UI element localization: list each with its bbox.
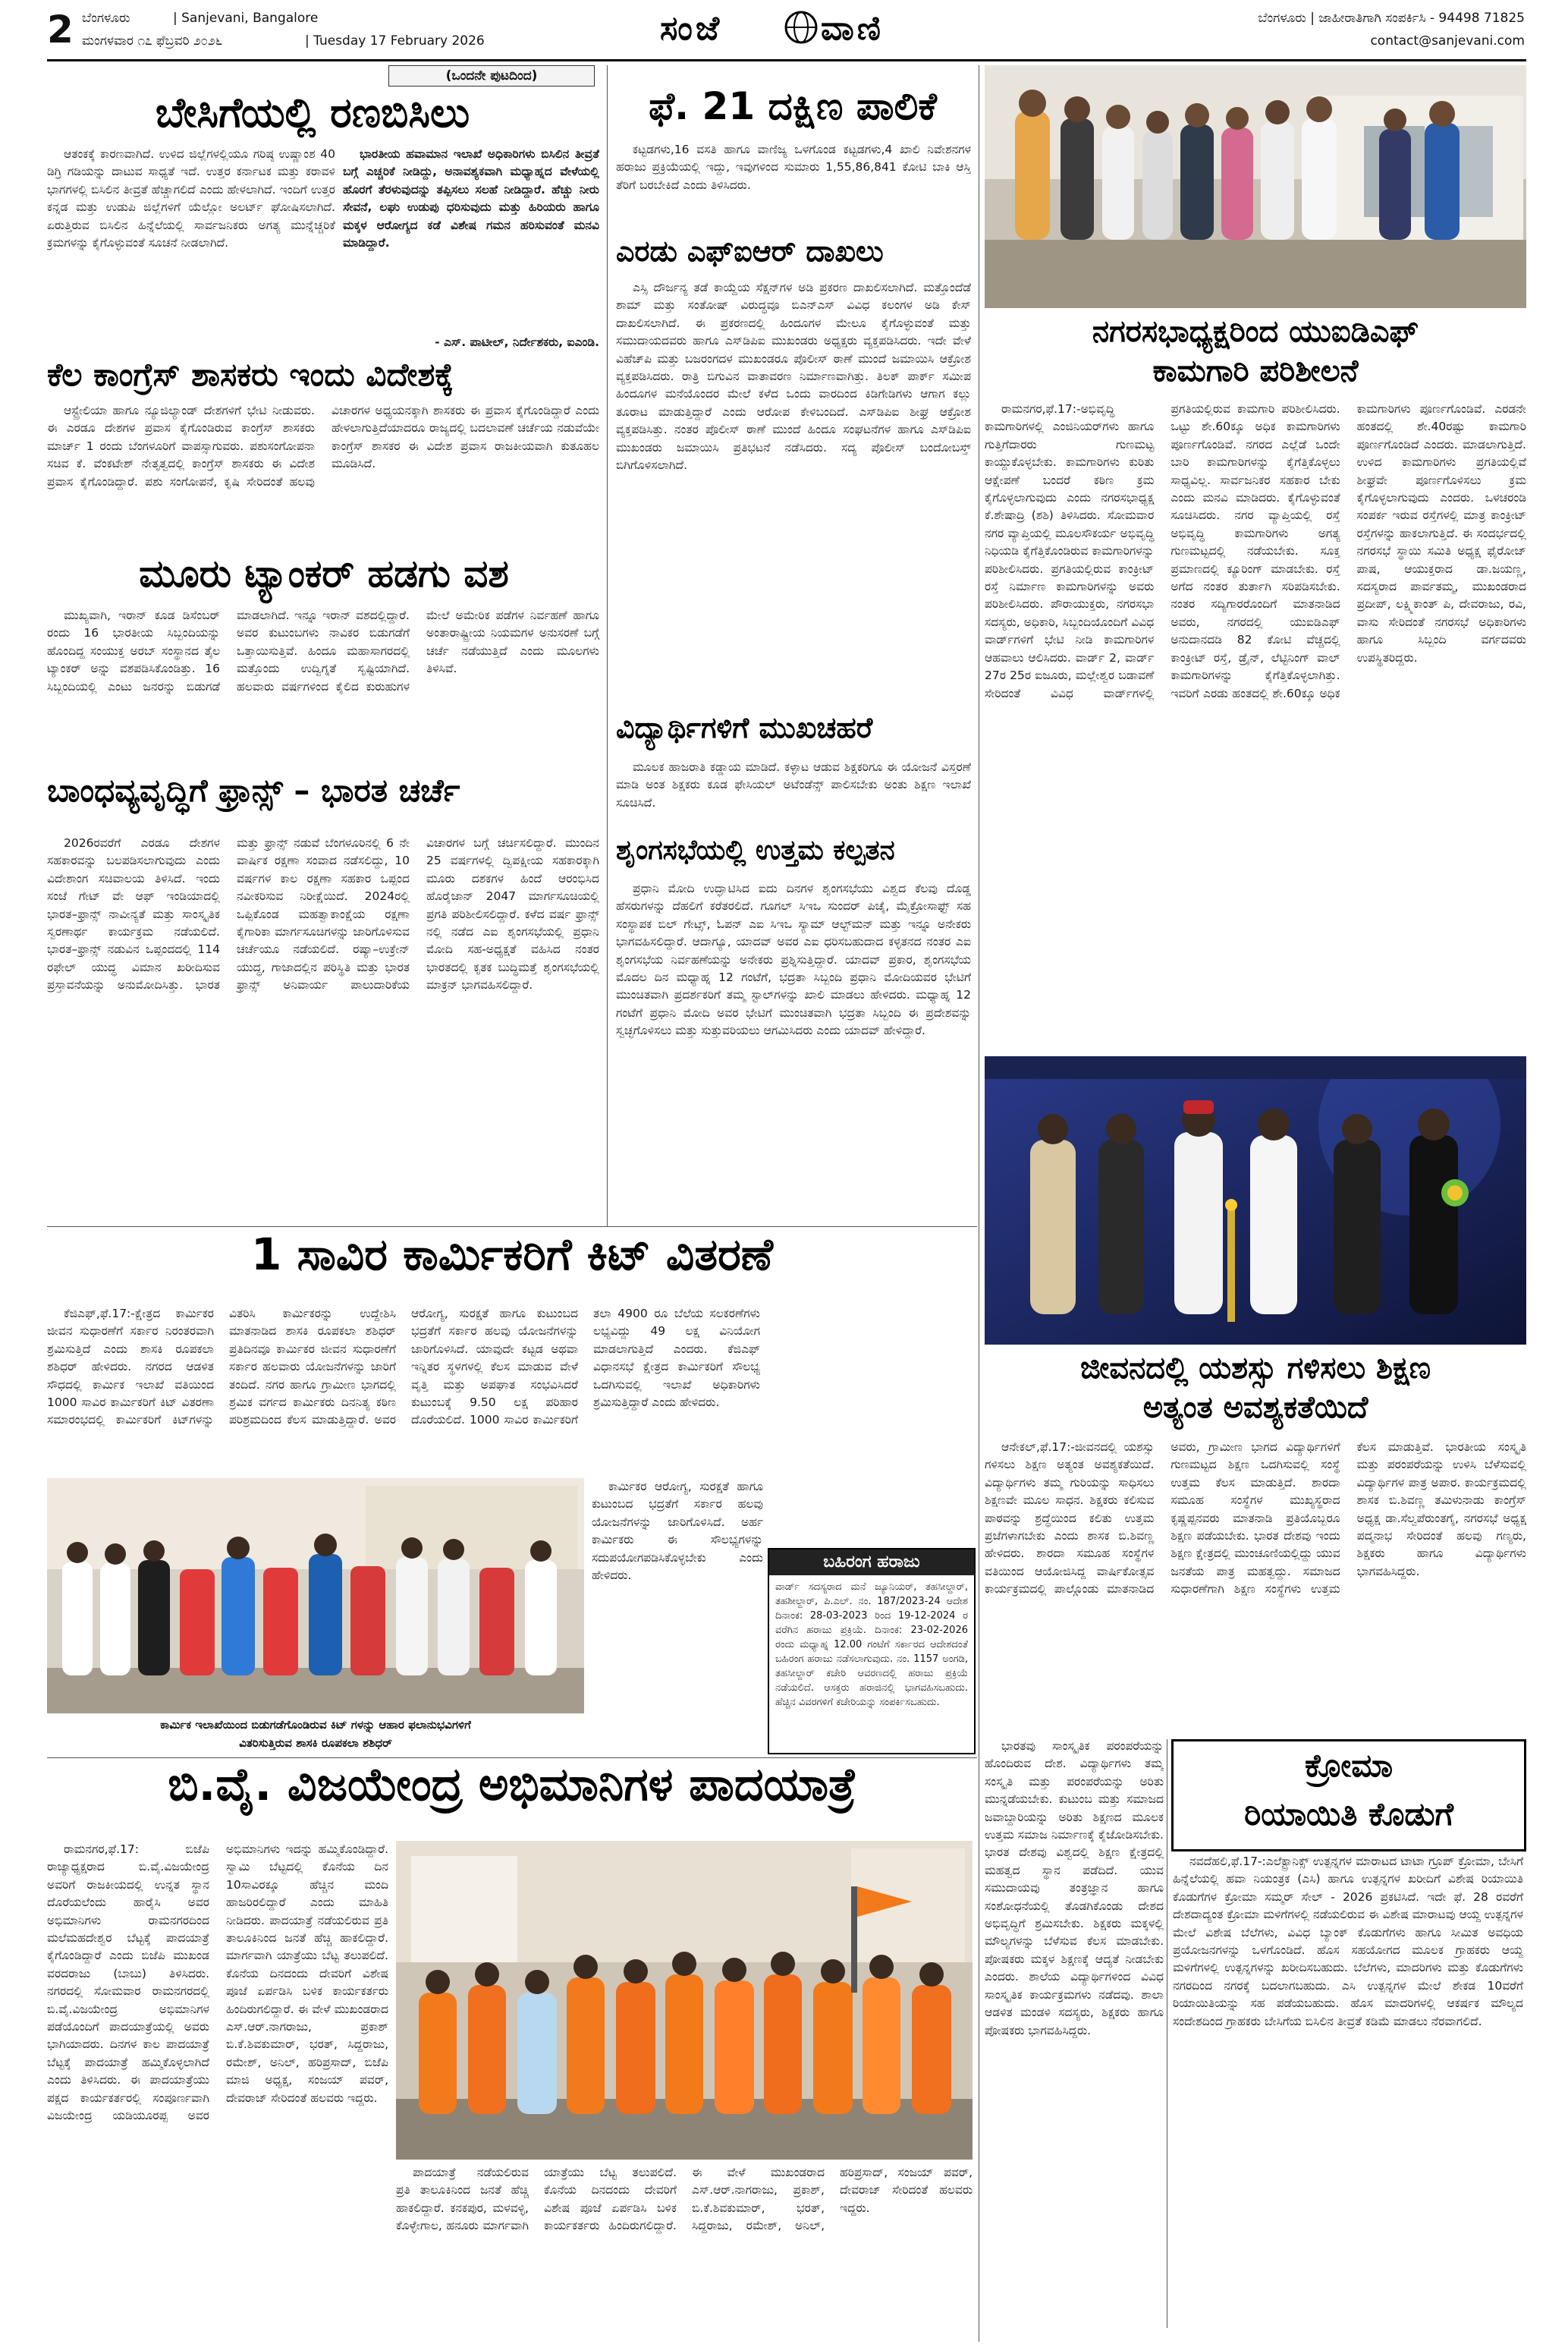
svg-text:ವಾಣಿ: ವಾಣಿ	[821, 9, 884, 48]
column-divider-1	[607, 65, 608, 1226]
france-body-text: 2026ರವರೆಗೆ ಎರಡೂ ದೇಶಗಳ ಸಹಕಾರವನ್ನು ಬಲಪಡಿಸಲಾಗುವುದು ಎಂದು ವಿದೇಶಾಂಗ ಸಚಿವಾಲಯ ತಿಳಿಸಿದೆ. ಇಂದು ಸಂಜೆ ಗೇಟ್ ವೇ ಆಫ್ ಇಂಡಿಯಾದಲ್ಲಿ ಭಾರತ–ಫ್ರಾನ್ಸ್ ನಾವೀನ್ಯತೆ ಮತ್ತು ಸಾಂಸ್ಕೃತಿಕ ಸ್ವರಣಾರ್ಥ ಕಾರ್ಯಕ್ರಮ ನಡೆಯಲಿದೆ. ಭಾರತ–ಫ್ರಾನ್ಸ್ ನಡುವಿನ ಒಪ್ಪಂದದಲ್ಲಿ 114 ರಫೇಲ್ ಯುದ್ಧ ವಿಮಾನ ಖರೀದಿಸುವ ಪ್ರಸ್ತಾವನೆಯನ್ನು ಅನುಮೋದಿಸಿತ್ತು. ಭಾರತ ಮತ್ತು ಫ್ರಾನ್ಸ್ ನಡುವೆ ಬೆಂಗಳೂರಿನಲ್ಲಿ 6 ನೇ ವಾರ್ಷಿಕ ರಕ್ಷಣಾ ಸಂವಾದ ನಡೆಸಲಿದ್ದು, 10 ವರ್ಷಗಳ ಕಾಲ ರಕ್ಷಣಾ ಸಹಕಾರ ಒಪ್ಪಂದ ನವೀಕರಿಸುವ ನಿರೀಕ್ಷೆಯಿದೆ. 2024ರಲ್ಲಿ ಒಪ್ಪಿಕೊಂಡ ಮಹತ್ವಾಕಾಂಕ್ಷೆಯ ರಕ್ಷಣಾ ಕೈಗಾರಿಕಾ ಮಾರ್ಗಸೂಚಿಗಳನ್ನು ಜಾರಿಗೊಳಿಸುವ ಚರ್ಚೆಯೂ ನಡೆಯಲಿದೆ. ರಷ್ಯಾ–ಉಕ್ರೇನ್ ಯುದ್ಧ, ಗಾಜಾದಲ್ಲಿನ ಪರಿಸ್ಥಿತಿ ಮತ್ತು ಭಾರತ ಫ್ರಾನ್ಸ್ ಅನಿವಾರ್ಯ ಪಾಲುದಾರಿಕೆಯ ವಿಚಾರಗಳ ಬಗ್ಗೆ ಚರ್ಚಿಸಲಿದ್ದಾರೆ. ಮುಂದಿನ 25 ವರ್ಷಗಳಲ್ಲಿ ದ್ವಿಪಕ್ಷೀಯ ಸಹಕಾರಕ್ಕಾಗಿ ಮೂರು ದಶಕಗಳ ಹಿಂದೆ ಆರಂಭಿಸಿದ ಹೊರೈಜಾನ್ 2047 ಮಾರ್ಗಸೂಚಿಯಲ್ಲಿ ಪ್ರಗತಿ ಪರಿಶೀಲಿಸಲಿದ್ದಾರೆ. ಕಳೆದ ವರ್ಷ ಫ್ರಾನ್ಸ್ ನಲ್ಲಿ ನಡೆದ ಎಐ ಶೃಂಗಸಭೆಯಲ್ಲಿ ಪ್ರಧಾನಿ ಮೋದಿ ಸಹ-ಅಧ್ಯಕ್ಷತೆ ವಹಿಸಿದ ನಂತರ ಭಾರತದಲ್ಲಿ ಕೃತಕ ಬುದ್ಧಿಮತ್ತೆ ಶೃಂಗಸಭೆಯಲ್ಲಿ ಮಾಕ್ರನ್ ಭಾಗವಹಿಸಲಿದ್ದಾರೆ.	[47, 836, 599, 993]
education-headline-line1: ಜೀವನದಲ್ಲಿ ಯಶಸ್ಸು ಗಳಿಸಲು ಶಿಕ್ಷಣ	[1079, 1351, 1431, 1386]
udf-headline-line2: ಕಾಮಗಾರಿ ಪರಿಶೀಲನೆ	[1152, 354, 1359, 389]
udf-headline-line1: ನಗರಸಭಾಧ್ಯಕ್ಷರಿಂದ ಯುಐಡಿಎಫ್	[1092, 314, 1419, 349]
udf-body	[985, 401, 1526, 1052]
feb21-body	[616, 141, 971, 231]
padayatra-body-bottom	[396, 2164, 973, 2327]
france-body	[47, 835, 599, 1229]
kit-body-top	[47, 1305, 760, 1471]
education-event-photo	[985, 1056, 1526, 1345]
padayatra-photo	[396, 1841, 973, 2160]
heat-col2-text: ಭಾರತೀಯ ಹವಾಮಾನ ಇಲಾಖೆ ಅಧಿಕಾರಿಗಳು ಬಿಸಿಲಿನ ತೀವ್ರತೆ ಬಗ್ಗೆ ಎಚ್ಚರಿಕೆ ನೀಡಿದ್ದು, ಅನಾವಶ್ಯಕವಾಗಿ ಮಧ್ಯಾಹ್ನದ ವೇಳೆಯಲ್ಲಿ ಹೊರಗೆ ತೆರಳುವುದನ್ನು ತಪ್ಪಿಸಲು ಸಲಹೆ ನೀಡಿದ್ದಾರೆ. ಹೆಚ್ಚು ನೀರು ಸೇವನೆ, ಲಘು ಉಡುಪು ಧರಿಸುವುದು ಮತ್ತು ಹಿರಿಯರು ಹಾಗೂ ಮಕ್ಕಳ ಆರೋಗ್ಯದ ಕಡೆ ವಿಶೇಷ ಗಮನ ಹರಿಸುವಂತೆ ಮನವಿ ಮಾಡಿದ್ದಾರೆ.	[343, 147, 599, 250]
feb21-headline: ಫೆ. 21 ದಕ್ಷಿಣ ಪಾಲಿಕೆ	[649, 84, 937, 128]
education-body-cont	[985, 1738, 1164, 2327]
header-city: ಬೆಂಗಳೂರು	[82, 11, 130, 26]
notice-title: ಬಹಿರಂಗ ಹರಾಜು	[769, 1549, 974, 1575]
header-paper-name: | Sanjevani, Bangalore	[173, 11, 319, 26]
fir-headline: ಎರಡು ಎಫ್‌ಐಆರ್ ದಾಖಲು	[616, 234, 884, 268]
header-date-en: | Tuesday 17 February 2026	[305, 33, 485, 49]
kit-distribution-photo	[47, 1478, 584, 1713]
tanker-headline: ಮೂರು ಟ್ಯಾಂಕರ್ ಹಡಗು ವಶ	[139, 552, 509, 596]
summit-headline: ಶೃಂಗಸಭೆಯಲ್ಲಿ ಉತ್ತಮ ಕಲ್ಪತನ	[616, 835, 895, 866]
feb21-body-text: ಕಟ್ಟಡಗಳು,16 ವಸತಿ ಹಾಗೂ ವಾಣಿಜ್ಯ ಒಳಗೊಂಡ ಕಟ್ಟಡಗಳು,4 ಖಾಲಿ ನಿವೇಶನಗಳ ಹರಾಜು ಪ್ರಕ್ರಿಯೆಯಲ್ಲಿ ಇದ್ದು, ಇವುಗಳಿಂದ ಸುಮಾರು 1,55,86,841 ಕೋಟಿ ಬಾಕಿ ಆಸ್ತಿ ತೆರಿಗೆ ಬರಬೇಕಿದೆ ಎಂದು ತಿಳಿಸಿದರು.	[616, 143, 971, 192]
heat-headline: ಬೇಸಿಗೆಯಲ್ಲಿ ರಣಬಿಸಿಲು	[155, 89, 470, 137]
chroma-body-text: ನವದೆಹಲಿ,ಫೆ.17-:ಎಲೆಕ್ಟ್ರಾನಿಕ್ಸ್ ಉತ್ಪನ್ನಗಳ ಮಾರಾಟದ ಟಾಟಾ ಗ್ರೂಪ್ ಕ್ರೋಮಾ, ಬೇಸಿಗೆ ಹಿನ್ನೆಲೆಯಲ್ಲಿ ಹವಾ ನಿಯಂತ್ರಕ (ಎಸಿ) ಹಾಗೂ ಉತ್ಪನ್ನಗಳ ಖರೀದಿಗೆ ವಿಶೇಷ ರಿಯಾಯಿತಿ ಕೊಡುಗೆಗಳ ಕ್ರೋಮಾ ಸಮ್ಮರ್ ಸೇಲ್ - 2026 ಪ್ರಕಟಿಸಿದೆ. ಇದೇ ಫೆ. 28 ರವರೆಗೆ ದೇಶದಾದ್ಯಂತ ಕ್ರೋಮಾ ಮಳಿಗೆಗಳಲ್ಲಿ ನಡೆಯಲಿರುವ ಈ ವಿಶೇಷ ಮಾರಾಟವು ಆಯ್ದ ಉತ್ಪನ್ನಗಳ ಮೇಲೆ ವಿಶೇಷ ಬೆಲೆಗಳು, ವಿವಿಧ ಬ್ಯಾಂಕ್ ಕೊಡುಗೆಗಳು ಹಾಗೂ ಸೀಮಿತ ಅವಧಿಯ ಪ್ರಯೋಜನಗಳನ್ನು ಒಳಗೊಂಡಿದೆ. ಹೊಸ ಸಹಯೋಗದ ಮೂಲಕ ಗ್ರಾಹಕರು ಆಯ್ದ ಮಳಿಗೆಗಳಲ್ಲಿ ಉತ್ಪನ್ನಗಳನ್ನು ಖರೀದಿಸಬಹುದು. ಬೆಲೆಗಳು, ಮಾದರಿಗಳು ಮತ್ತು ಕೊಡುಗೆಗಳು ನಗರದಿಂದ ನಗರಕ್ಕೆ ಬದಲಾಗಬಹುದು. ಎಸಿ ಉತ್ಪನ್ನಗಳ ಮೇಲೆ ಶೇಕಡ 10ವರೆಗೆ ರಿಯಾಯಿತಿಯನ್ನು ಸಹ ಪಡೆಯಬಹುದು. ಹೊಸ ಮಾದರಿಗಳಲ್ಲಿ ಆಕರ್ಷಕ ಮೌಲ್ಯದ ಸಂದೇಶದಿಂದ ಗ್ರಾಹಕರು ಬೇಸಿಗೆಯ ಬಿಸಿಲಿನ ತೀವ್ರತೆ ಕಡಿಮೆ ಮಾಡಲು ನೆರವಾಗಲಿದೆ.	[1173, 1855, 1523, 2028]
congress-headline: ಕೆಲ ಕಾಂಗ್ರೆಸ್ ಶಾಸಕರು ಇಂದು ವಿದೇಶಕ್ಕೆ	[47, 356, 454, 393]
france-headline: ಬಾಂಧವ್ಯವೃದ್ಧಿಗೆ ಫ್ರಾನ್ಸ್ – ಭಾರತ ಚರ್ಚೆ	[47, 772, 460, 809]
summit-body-text: ಪ್ರಧಾನಿ ಮೋದಿ ಉದ್ಘಾಟಿಸಿದ ಐದು ದಿನಗಳ ಶೃಂಗಸಭೆಯು ವಿಶ್ವದ ಕೆಲವು ದೊಡ್ಡ ಹೆಸರುಗಳನ್ನು ದೆಹಲಿಗೆ ಕರೆತರಲಿದೆ. ಗೂಗಲ್ ಸಿಇಒ ಸುಂದರ್ ಪಿಚೈ, ಮೈಕ್ರೋಸಾಫ್ಟ್ ಸಹ ಸಂಸ್ಥಾಪಕ ಬಿಲ್ ಗೇಟ್ಸ್, ಓಪನ್ ಎಐ ಸಿಇಒ ಸ್ಯಾಮ್ ಆಲ್ಟ್‌ಮನ್ ಮತ್ತು ಇನ್ನೂ ಅನೇಕರು ಭಾಗವಹಿಸಲಿದ್ದಾರೆ. ಆದಾಗ್ಯೂ, ಯಾದವ್ ಅವರ ಎಐ ಧರಿಸಬಹುದಾದ ಕಳ್ಳತನದ ನಂತರ ಎಐ ಶೃಂಗಸಭೆಯ ನಿರ್ವಹಣೆಯನ್ನು ಅನೇಕರು ಪ್ರಶ್ನಿಸುತ್ತಿದ್ದಾರೆ. ಯಾದವ್ ಪ್ರಕಾರ, ಶೃಂಗಸಭೆಯ ಮೊದಲ ದಿನ ಮಧ್ಯಾಹ್ನ 12 ಗಂಟೆಗೆ, ಭದ್ರತಾ ಸಿಬ್ಬಂದಿ ಪ್ರಧಾನಿ ಮೋದಿಯವರ ಭೇಟಿಗೆ ಮುಂಚಿತವಾಗಿ ಪ್ರದರ್ಶಕರಿಗೆ ತಮ್ಮ ಸ್ಟಾಲ್‌ಗಳನ್ನು ಖಾಲಿ ಮಾಡಲು ಹೇಳಿದರು. ಮಧ್ಯಾಹ್ನ 12 ಗಂಟೆಗೆ ಪ್ರಧಾನಿ ಮೋದಿ ಅವರ ಭೇಟಿಗೆ ಮುಂಚಿತವಾಗಿ ಭದ್ರತಾ ಸಿಬ್ಬಂದಿ ಈ ಪ್ರದೇಶವನ್ನು ಸ್ವಚ್ಛಗೊಳಿಸಲು ಮತ್ತು ಸುತ್ತುವರಿಯಲು ಆಗಮಿಸಿದರು ಎಂದು ಯಾದವ್ ಹೇಳಿದ್ದಾರೆ.	[616, 882, 971, 1038]
students-body-text: ಮೂಲಕ ಹಾಜರಾತಿ ಕಡ್ಡಾಯ ಮಾಡಿದೆ. ಕಳ್ಳಾಟ ಆಡುವ ಶಿಕ್ಷಕರಿಗೂ ಈ ಯೋಜನೆ ವಿಸ್ತರಣೆ ಮಾಡಿ ಅಂತ ಶಿಕ್ಷಕರು ಕೂಡ ಫೇಸಿಯಲ್ ಅಟೆಂಡೆನ್ಸ್ ಪಾಲಿಸಬೇಕು ಅಂತು ಶಿಕ್ಷಣ ಇಲಾಖೆ ಸೂಚಿಸಿದೆ.	[616, 760, 971, 810]
masthead-svg	[652, 5, 941, 50]
congress-body-text: ಆಸ್ಟ್ರೇಲಿಯಾ ಹಾಗೂ ನ್ಯೂಜಿಲ್ಯಾಂಡ್ ದೇಶಗಳಿಗೆ ಭೇಟಿ ನೀಡುವರು. ಈ ಎರಡೂ ದೇಶಗಳ ಪ್ರವಾಸ ಕೈಗೊಂಡಿರುವ ಕಾಂಗ್ರೆಸ್ ಶಾಸಕರು ಮಾರ್ಚ್ 1 ರಂದು ಬೆಂಗಳೂರಿಗೆ ವಾಪಸ್ಸಾಗುವರು. ಪಶುಸಂಗೋಪನಾ ಸಚಿವ ಕೆ. ವೆಂಕಟೇಶ್ ನೇತೃತ್ವದಲ್ಲಿ ಕಾಂಗ್ರೆಸ್ ಶಾಸಕರು ಈ ವಿದೇಶ ಪ್ರವಾಸ ಕೈಗೊಂಡಿದ್ದಾರೆ. ಪಶು ಸಂಗೋಪನೆ, ಕೃಷಿ ಸೇರಿದಂತೆ ಹಲವು ವಿಚಾರಗಳ ಅಧ್ಯಯನಕ್ಕಾಗಿ ಶಾಸಕರು ಈ ಪ್ರವಾಸ ಕೈಗೊಂಡಿದ್ದಾರೆ ಎಂದು ಹೇಳಲಾಗುತ್ತಿದೆಯಾದರೂ ರಾಜ್ಯದಲ್ಲಿ ಬದಲಾವಣೆ ಚರ್ಚೆಯ ನಡುವೆಯೇ ಕಾಂಗ್ರೆಸ್ ಶಾಸಕರ ಈ ವಿದೇಶ ಪ್ರವಾಸ ರಾಜಕೀಯವಾಗಿ ಕುತೂಹಲ ಮೂಡಿಸಿದೆ.	[47, 404, 599, 489]
heat-col1-text: ಆತಂಕಕ್ಕೆ ಕಾರಣವಾಗಿದೆ. ಉಳಿದ ಜಿಲ್ಲೆಗಳಲ್ಲಿಯೂ ಗರಿಷ್ಠ ಉಷ್ಣಾಂಶ 40 ಡಿಗ್ರಿ ಗಡಿಯನ್ನು ದಾಟುವ ಸಾಧ್ಯತೆ ಇದೆ. ಉತ್ತರ ಕರ್ನಾಟಕ ಮತ್ತು ಕರಾವಳಿ ಭಾಗಗಳಲ್ಲಿ ಬಿಸಿಲಿನ ತೀವ್ರತೆ ಹೆಚ್ಚಾಗಲಿದೆ ಎಂದು ಹೇಳಲಾಗಿದೆ. ಇಂದಿಗೆ ಉತ್ತರ ಕನ್ನಡ ಮತ್ತು ಉಡುಪಿ ಜಿಲ್ಲೆಗಳಿಗೆ ಯೆಲ್ಲೋ ಅಲರ್ಟ್ ಘೋಷಿಸಲಾಗಿದೆ. ಏರುತ್ತಿರುವ ಬಿಸಿಲಿನ ಹಿನ್ನೆಲೆಯಲ್ಲಿ ಸಾರ್ವಜನಿಕರು ಅಗತ್ಯ ಮುನ್ನೆಚ್ಚರಿಕೆ ಕ್ರಮಗಳನ್ನು ಕೈಗೊಳ್ಳುವಂತೆ ಸೂಚನೆ ನೀಡಲಾಗಿದೆ.	[47, 147, 335, 250]
kit-photo-caption-2: ವಿತರಿಸುತ್ತಿರುವ ಶಾಸಕಿ ರೂಪಕಲಾ ಶಶಿಧರ್	[239, 1736, 392, 1750]
svg-text:ಸಂಜೆ: ಸಂಜೆ	[660, 9, 723, 48]
notice-body: ವಾರ್ಡ್ ಸದಸ್ಯರಾದ ಮನೆ ಜ್ಯೂನಿಯರ್, ತಹಸೀಲ್ದಾರ್, ತಹಶೀಲ್ದಾರ್, ಪಿ.ಎಲ್. ನಂ. 187/2023-24 ಆದೇಶ ದಿನಾಂಕ: 28-03-2023 ರಿಂದ 19-12-2024 ರ ವರೆಗಿನ ಹರಾಜು ಪ್ರಕ್ರಿಯೆ. ದಿನಾಂಕ: 23-02-2026 ರಂದು ಮಧ್ಯಾಹ್ನ 12.00 ಗಂಟೆಗೆ ಸರ್ಕಾರದ ಆದೇಶದಂತೆ ಬಹಿರಂಗ ಹರಾಜು ನಡೆಸಲಾಗುವುದು. ನಂ. 1157 ಅಂಗಡಿ, ತಹಸೀಲ್ದಾರ್ ಕಚೇರಿ ಆವರಣದಲ್ಲಿ ಹರಾಜು ಪ್ರಕ್ರಿಯೆ ನಡೆಯಲಿದೆ. ಆಸಕ್ತರು ಹರಾಜಿನಲ್ಲಿ ಭಾಗವಹಿಸಬಹುದು. ಹೆಚ್ಚಿನ ವಿವರಗಳಿಗೆ ಕಚೇರಿಯನ್ನು ಸಂಪರ್ಕಿಸಬಹುದು.	[775, 1581, 968, 1708]
udf-body-text: ರಾಮನಗರ,ಫೆ.17:-ಅಭಿವೃದ್ಧಿ ಕಾಮಗಾರಿಗಳಲ್ಲಿ ಎಂಜಿನಿಯರ್‌ಗಳು ಹಾಗೂ ಗುತ್ತಿಗೆದಾರರು ಗುಣಮಟ್ಟ ಕಾಯ್ದುಕೊಳ್ಳಬೇಕು. ಕಾಮಗಾರಿಗಳು ಕುರಿತು ಆಕ್ಷೇಪಣೆ ಬಂದರೆ ಕಠಿಣ ಕ್ರಮ ಕೈಗೊಳ್ಳಲಾಗುವುದು ಎಂದು ನಗರಸಭಾಧ್ಯಕ್ಷ ಕೆ.ಶೇಷಾದ್ರಿ (ಶಶಿ) ತಿಳಿಸಿದರು. ಸೋಮವಾರ ನಗರ ವ್ಯಾಪ್ತಿಯಲ್ಲಿ ಮೂಲಸೌಕರ್ಯ ಅಭಿವೃದ್ಧಿ ನಿಧಿಯಡಿ ಕೈಗೆತ್ತಿಕೊಂಡಿರುವ ಕಾಮಗಾರಿಗಳನ್ನು ಪರಿಶೀಲಿಸಿದರು. ಪ್ರಗತಿಯಲ್ಲಿರುವ ಕಾಂಕ್ರೀಟ್ ರಸ್ತೆ ನಿರ್ಮಾಣ ಕಾಮಗಾರಿಗಳನ್ನು ಅವರು ಪರಿಶೀಲಿಸಿದರು. ಪೌರಾಯುಕ್ತರು, ನಗರಸಭಾ ಸದಸ್ಯರು, ಅಧಿಕಾರಿ, ಸಿಬ್ಬಂದಿಯೊಂದಿಗೆ ವಿವಿಧ ವಾರ್ಡ್‌ಗಳಿಗೆ ಭೇಟಿ ನೀಡಿ ಕಾಮಗಾರಿಗಳ ಆಹವಾಲು ಆಲಿಸಿದರು. ವಾರ್ಡ್ 2, ವಾರ್ಡ್ 27ರ 25ರ ಐಜೂರು, ಮಲ್ಲೇಶ್ವರ ಬಡಾವಣೆ ಸೇರಿದಂತೆ ವಿವಿಧ ವಾರ್ಡ್‌ಗಳಲ್ಲಿ ಪ್ರಗತಿಯಲ್ಲಿರುವ ಕಾಮಗಾರಿ ಪರಿಶೀಲಿಸಿದರು. ಒಟ್ಟು ಶೇ.60ಕ್ಕೂ ಅಧಿಕ ಕಾಮಗಾರಿಗಳು ಪೂರ್ಣಗೊಂಡಿವೆ. ನಗರದ ಎಲ್ಲೆಡೆ ಒಂದೇ ಬಾರಿ ಕಾಮಗಾರಿಗಳನ್ನು ಕೈಗೆತ್ತಿಕೊಳ್ಳಲು ಸಾಧ್ಯವಿಲ್ಲ. ಸಾರ್ವಜನಿಕರ ಸಹಕಾರ ಬೇಕು ಎಂದು ಮನವಿ ಮಾಡಿದರು. ಕೈಗೊಳ್ಳುವಂತೆ ಸೂಚಿಸಿದರು. ನಗರ ವ್ಯಾಪ್ತಿಯಲ್ಲಿ ರಸ್ತೆ ಅಭಿವೃದ್ಧಿ ಕಾಮಗಾರಿಗಳು ಅಗತ್ಯ ಗುಣಮಟ್ಟದಲ್ಲಿ ನಡೆಯಬೇಕು. ಸೂಕ್ತ ಪ್ರಮಾಣದಲ್ಲಿ ಕ್ಯೂರಿಂಗ್ ಮಾಡಬೇಕು. ರಸ್ತೆ ಅಗೆದ ನಂತರ ತುರ್ತಾಗಿ ಸರಿಪಡಿಸಬೇಕು. ನಂತರ ಸದ್ಯಿಗಾರರೊಂದಿಗೆ ಮಾತನಾಡಿದ ಅವರು, ನಗರದಲ್ಲಿ ಯುಐಡಿಎಫ್ ಅನುದಾನದಡಿ 82 ಕೋಟಿ ವೆಚ್ಚದಲ್ಲಿ ಕಾಂಕ್ರೀಟ್ ರಸ್ತೆ, ಡ್ರೈನ್, ಲೆಟ್ಟಿನಿಂಗ್ ವಾಲ್ ಕಾಮಗಾರಿಗಳನ್ನು ಕೈಗೆತ್ತಿಕೊಳ್ಳಲಾಗಿತ್ತು. ಇವರಿಗೆ ಎರಡು ಹಂತದಲ್ಲಿ ಶೇ.60ಕ್ಕೂ ಅಧಿಕ ಕಾಮಗಾರಿಗಳು ಪೂರ್ಣಗೊಂಡಿವೆ. ಎರಡನೇ ಹಂತದಲ್ಲಿ ಶೇ.40ರಷ್ಟು ಕಾಮಗಾರಿ ಪೂರ್ಣಗೊಂಡಿದೆ ಎಂದರು. ಮಾಡಲಾಗುತ್ತಿದೆ. ಉಳಿದ ಕಾಮಗಾರಿಗಳು ಪ್ರಗತಿಯಲ್ಲಿವೆ ಶೀಘ್ರವೇ ಪೂರ್ಣಗೊಳಿಸಲು ಕ್ರಮ ಕೈಗೊಳ್ಳಲಾಗುವುದು ಎಂದರು. ಒಳಚರಂಡಿ ಸಂಪರ್ಕ ಇರುವ ರಸ್ತೆಗಳಲ್ಲಿ ಮಾತ್ರ ಕಾಂಕ್ರೀಟ್ ರಸ್ತೆಗಳನ್ನು ಹಾಕಲಾಗುತ್ತಿದೆ. ಈ ಸಂದರ್ಭದಲ್ಲಿ ನಗರಸಭೆ ಸ್ಥಾಯಿ ಸಮಿತಿ ಅಧ್ಯಕ್ಷ ಫೈರೋಜ್ ಪಾಷ, ಆಯುಕ್ತರಾದ ಡಾ.ಜಯಣ್ಣ, ಸದಸ್ಯರಾದ ಪಾರ್ವತಮ್ಮ, ಮುಖಂಡರಾದ ಪ್ರದೀಪ್, ಲಕ್ಷ್ಮಿಕಾಂತ್ ಪಿ, ದೇವರಾಜು, ರವಿ, ವಾಸು ಸೇರಿದಂತೆ ನಗರಸಭೆ ಅಧಿಕಾರಿಗಳು ಹಾಗೂ ಸಿಬ್ಬಂದಿ ವರ್ಗದವರು ಉಪಸ್ಥಿತರಿದ್ದರು.	[985, 402, 1526, 700]
students-body	[616, 759, 971, 832]
padayatra-bottom-text: ಪಾದಯಾತ್ರೆ ನಡೆಯಲಿರುವ ಪ್ರತಿ ತಾಲೂಕಿನಿಂದ ಜನತೆ ಹೆಚ್ಚಿ ಹಾಕಲಿದ್ದಾರೆ. ಕನಕಪುರ, ಮಳವಳ್ಳಿ, ಕೊಳ್ಳೇಗಾಲ, ಹನೂರು ಮಾರ್ಗವಾಗಿ ಯಾತ್ರೆಯು ಬೆಟ್ಟ ತಲುಪಲಿದೆ. ಕೊನೆಯ ದಿನದಂದು ದೇವರಿಗೆ ವಿಶೇಷ ಪೂಜೆ ಏರ್ಪಡಿಸಿ ಬಳಿಕ ಕಾರ್ಯಕರ್ತರು ಹಿಂದಿರುಗಲಿದ್ದಾರೆ. ಈ ವೇಳೆ ಮುಖಂಡರಾದ ಎಸ್.ಆರ್.ನಾಗರಾಜು, ಪ್ರಕಾಶ್, ಬಿ.ಕೆ.ಶಿವಕುಮಾರ್, ಭರತ್, ಸಿದ್ದರಾಜು, ರಮೇಶ್, ಅನಿಲ್, ಹರಿಪ್ರಸಾದ್, ಸಂಜಯ್ ಪವರ್, ದೇವರಾಜ್ ಸೇರಿದಂತೆ ಹಲವರು ಇದ್ದರು.	[396, 2166, 973, 2233]
chroma-body	[1173, 1853, 1523, 2327]
summit-body	[616, 880, 971, 1223]
tanker-body	[47, 607, 599, 766]
header-email: contact@sanjevani.com	[1370, 33, 1525, 49]
chroma-headline-box	[1171, 1739, 1526, 1851]
date-en-text: Tuesday 17 February 2026	[313, 33, 485, 49]
fir-body	[616, 279, 971, 704]
padayatra-headline: ಬಿ.ವೈ. ವಿಜಯೇಂದ್ರ ಅಭಿಮಾನಿಗಳ ಪಾದಯಾತ್ರೆ	[168, 1758, 856, 1811]
kit-headline: 1 ಸಾವಿರ ಕಾರ್ಮಿಕರಿಗೆ ಕಿಟ್ ವಿತರಣೆ	[251, 1229, 773, 1280]
heat-signature: - ಎಸ್. ಪಾಟೀಲ್, ನಿರ್ದೇಶಕರು, ಐಎಂಡಿ.	[435, 335, 599, 349]
header-ad-contact: ಬೆಂಗಳೂರು | ಜಾಹೀರಾತಿಗಾಗಿ ಸಂಪರ್ಕಿಸಿ - 94498 71825	[1258, 11, 1525, 26]
public-auction-notice	[768, 1548, 976, 1754]
kit-photo-caption-1: ಕಾರ್ಮಿಕ ಇಲಾಖೆಯಿಂದ ಬಿಡುಗಡೆಗೊಂಡಿರುವ ಕಿಟ್ ಗಳನ್ನು ಆಹಾರ ಫಲಾನುಭವಿಗಳಿಗೆ	[160, 1718, 471, 1732]
paper-name-text: Sanjevani, Bangalore	[181, 11, 319, 26]
education-headline-line2: ಅತ್ಯಂತ ಅವಶ್ಯಕತೆಯಿದೆ	[1142, 1390, 1368, 1425]
section-divider-1	[47, 1226, 977, 1227]
kit-body-text: ಕೆಜಿಎಫ್,ಫೆ.17:-ಕ್ಷೇತ್ರದ ಕಾರ್ಮಿಕರ ಜೀವನ ಸುಧಾರಣೆಗೆ ಸರ್ಕಾರ ನಿರಂತರವಾಗಿ ಶ್ರಮಿಸುತ್ತಿದೆ ಎಂದು ಶಾಸಕಿ ರೂಪಕಲಾ ಶಶಿಧರ್ ಹೇಳಿದರು. ನಗರದ ಆಡಳಿತ ಸೌಧದಲ್ಲಿ ಕಾರ್ಮಿಕ ಇಲಾಖೆ ವತಿಯಿಂದ 1000 ಸಾವಿರ ಕಾರ್ಮಿಕರಿಗೆ ಕಿಟ್ ವಿತರಣಾ ಸಮಾರಂಭದಲ್ಲಿ ಕಾರ್ಮಿಕರಿಗೆ ಕಿಟ್‌ಗಳನ್ನು ವಿತರಿಸಿ ಕಾರ್ಮಿಕರನ್ನು ಉದ್ದೇಶಿಸಿ ಮಾತನಾಡಿದ ಶಾಸಕಿ ರೂಪಕಲಾ ಶಶಿಧರ್ ಪ್ರತಿದಿನವೂ ಕಾರ್ಮಿಕರ ಜೀವನ ಸುಧಾರಣೆಗೆ ಸರ್ಕಾರ ಹಲವಾರು ಯೋಜನೆಗಳನ್ನು ಜಾರಿಗೆ ತಂದಿದೆ. ನಗರ ಹಾಗೂ ಗ್ರಾಮೀಣ ಭಾಗದಲ್ಲಿ ಶ್ರಮಿಕ ವರ್ಗದ ಕಾರ್ಮಿಕರು ದಿನನಿತ್ಯ ಕಠಿಣ ಪರಿಶ್ರಮದಿಂದ ಕೆಲಸ ಮಾಡುತ್ತಿದ್ದಾರೆ. ಅವರ ಆರೋಗ್ಯ, ಸುರಕ್ಷತೆ ಹಾಗೂ ಕುಟುಂಬದ ಭದ್ರತೆಗೆ ಸರ್ಕಾರ ಹಲವು ಯೋಜನೆಗಳನ್ನು ಜಾರಿಗೊಳಿಸಿದೆ. ಯಾವುದೇ ಕಟ್ಟಡ ಅಥವಾ ಇನ್ನಿತರ ಸ್ಥಳಗಳಲ್ಲಿ ಕೆಲಸ ಮಾಡುವ ವೇಳೆ ವೃತ್ತಿ ಮತ್ತು ಅಪಘಾತ ಸಂಭವಿಸಿದರೆ ಕುಟುಂಬಕ್ಕೆ 9.50 ಲಕ್ಷ ಪರಿಹಾರ ದೊರೆಯಲಿದೆ. 1000 ಸಾವಿರ ಕಾರ್ಮಿಕರಿಗೆ ತಲಾ 4900 ರೂ ಬೆಲೆಯ ಸಲಕರಣೆಗಳು ಲಭ್ಯವಿದ್ದು 49 ಲಕ್ಷ ವಿನಿಯೋಗ ಮಾಡಲಾಗುತ್ತಿದೆ ಎಂದರು. ಕೆಜಿಎಫ್ ವಿಧಾನಸಭೆ ಕ್ಷೇತ್ರದ ಕಾರ್ಮಿಕರಿಗೆ ಸೌಲಭ್ಯ ಒದಗಿಸುವಲ್ಲಿ ಇಲಾಖೆ ಅಧಿಕಾರಿಗಳು ಶ್ರಮಿಸುತ್ತಿದ್ದಾರೆ ಎಂದು ಹೇಳಿದರು.	[47, 1307, 760, 1427]
padayatra-body-text: ರಾಮನಗರ,ಫೆ.17: ಬಿಜೆಪಿ ರಾಜ್ಯಾಧ್ಯಕ್ಷರಾದ ಬಿ.ವೈ.ವಿಜಯೇಂದ್ರ ಅವರಿಗೆ ರಾಜಕೀಯದಲ್ಲಿ ಉನ್ನತ ಸ್ಥಾನ ದೊರೆಯಲೆಂದು ಹಾರೈಸಿ ಅವರ ಅಭಿಮಾನಿಗಳು ರಾಮನಗರದಿಂದ ಮಲೆಮಹದೇಶ್ವರ ಬೆಟ್ಟಕ್ಕೆ ಪಾದಯಾತ್ರೆ ಕೈಗೊಂಡಿದ್ದಾರೆ ಎಂದು ಬಿಜೆಪಿ ಮುಖಂಡ ವರದರಾಜು (ಬಾಬು) ತಿಳಿಸಿದರು. ನಗರದಲ್ಲಿ ಸೋಮವಾರ ರಾಮನಗರದಲ್ಲಿ ಬಿ.ವೈ.ವಿಜಯೇಂದ್ರ ಅಭಿಮಾನಿಗಳ ಪಡೆಯೊಂದಿಗೆ ಪಾದಯಾತ್ರೆಯಲ್ಲಿ ಅವರು ಭಾಗಿಯಾದರು. ದಿನಗಳ ಕಾಲ ಪಾದಯಾತ್ರೆ ಬೆಟ್ಟಕ್ಕೆ ಪಾದಯಾತ್ರೆ ಹಮ್ಮಿಕೊಳ್ಳಲಾಗಿದೆ ಎಂದು ತಿಳಿಸಿದರು. ಈ ಪಾದಯಾತ್ರೆಯು ಪಕ್ಷದ ಕಾರ್ಯಕರ್ತರಲ್ಲಿ ಸಂಪೂರ್ಣವಾಗಿ ವಿಜಯೇಂದ್ರ ಯಡಿಯೂರಪ್ಪ ಅವರ ಅಭಿಮಾನಿಗಳು ಇದನ್ನು ಹಮ್ಮಿಕೊಂಡಿದ್ದಾರೆ. ಸ್ವಾಮಿ ಬೆಟ್ಟದಲ್ಲಿ ಕೊನೆಯ ದಿನ 10ಸಾವಿರಕ್ಕೂ ಹೆಚ್ಚಿನ ಮಂದಿ ಹಾಜರಿರಲಿದ್ದಾರೆ ಎಂದು ಮಾಹಿತಿ ನೀಡಿದರು. ಪಾದಯಾತ್ರೆ ನಡೆಯಲಿರುವ ಪ್ರತಿ ತಾಲೂಕಿನಿಂದ ಜನತೆ ಹೆಚ್ಚಿ ಹಾಕಲಿದ್ದಾರೆ. ಮಾರ್ಗವಾಗಿ ಯಾತ್ರೆಯು ಬೆಟ್ಟ ತಲುಪಲಿದೆ. ಕೊನೆಯ ದಿನದಂದು ದೇವರಿಗೆ ವಿಶೇಷ ಪೂಜೆ ಏರ್ಪಡಿಸಿ ಬಳಿಕ ಕಾರ್ಯಕರ್ತರು ಹಿಂದಿರುಗಲಿದ್ದಾರೆ. ಈ ವೇಳೆ ಮುಖಂಡರಾದ ಎಸ್.ಆರ್.ನಾಗರಾಜು, ಪ್ರಕಾಶ್ ಬಿ.ಕೆ.ಶಿವಕುಮಾರ್, ಭರತ್, ಸಿದ್ದರಾಜು, ರಮೇಶ್, ಅನಿಲ್, ಹರಿಪ್ರಸಾದ್, ಬಿಜೆಪಿ ಮಾಜಿ ಅಧ್ಯಕ್ಷ, ಸಂಜಯ್ ಪವರ್, ದೇವರಾಜ್ ಸೇರಿದಂತೆ ಹಲವರು ಇದ್ದರು.	[47, 1842, 388, 2123]
kit-side-text: ಕಾರ್ಮಿಕರ ಆರೋಗ್ಯ, ಸುರಕ್ಷತೆ ಹಾಗೂ ಕುಟುಂಬದ ಭದ್ರತೆಗೆ ಸರ್ಕಾರ ಹಲವು ಯೋಜನೆಗಳನ್ನು ಜಾರಿಗೊಳಿಸಿದೆ. ಅರ್ಹ ಕಾರ್ಮಿಕರು ಈ ಸೌಲಭ್ಯಗಳನ್ನು ಸದುಪಯೋಗಪಡಿಸಿಕೊಳ್ಳಬೇಕು ಎಂದು ಹೇಳಿದರು.	[592, 1480, 763, 1583]
chroma-headline-line2: ರಿಯಾಯಿತಿ ಕೊಡುಗೆ	[1244, 1795, 1453, 1833]
udf-inspection-photo	[985, 65, 1526, 308]
page-number: 2	[47, 8, 74, 52]
education-body	[985, 1439, 1526, 1733]
kit-body-side	[592, 1478, 763, 1706]
heat-col2	[343, 146, 599, 332]
header-rule	[47, 59, 1526, 61]
fir-body-text: ಎಸ್ಸಿ ದೌರ್ಜನ್ಯ ತಡೆ ಕಾಯ್ದೆಯ ಸೆಕ್ಷನ್‌ಗಳ ಅಡಿ ಪ್ರಕರಣ ದಾಖಲಿಸಲಾಗಿದೆ. ಮತ್ತೊಂದೆಡೆ ಶಾಮ್ ಮತ್ತು ಸಂತೋಷ್ ವಿರುದ್ಧವೂ ಬಿಎನ್‌ಎಸ್ ವಿವಿಧ ಕಲಂಗಳ ಅಡಿ ಕೇಸ್ ದಾಖಲಿಸಲಾಗಿದೆ. ಈ ಪ್ರಕರಣದಲ್ಲಿ ಹಿಂದೂಗಳ ಮೇಲೂ ಕೈಗೊಳ್ಳುವಂತೆ ಮತ್ತು ಸಮುದಾಯದವರು ಹಾಗೂ ಎಸ್‌ಡಿಪಿಐ ಮುಖಂಡರು ಅಧ್ಯಕ್ಷರು ವ್ಯಕ್ತಪಡಿಸಿದರು. ಇದೇ ವೇಳೆ ವಿಹೆಚ್‌ಪಿ ಮತ್ತು ಬಜರಂಗದಳ ಮುಖಂಡರೂ ಪೊಲೀಸ್ ಠಾಣೆ ಮುಂದೆ ಜಮಾಯಿಸಿ ಆಕ್ರೋಶ ವ್ಯಕ್ತಪಡಿಸಿದರು. ರಾತ್ರಿ ಬಿಗುವಿನ ವಾತಾವರಣ ನಿರ್ಮಾಣವಾಗಿತ್ತು. ತಿಲಕ್ ಪಾರ್ಕ್ ಸಮೀಪ ಹಿಂದೂಗಳ ಮನೆಯೊಂದರ ಮೇಲೆ ಕಳೆದ ಒಂದು ವಾರದಿಂದ ಕಿಡಿಗೇಡಿಗಳು ಆಗಾಗ ಕಲ್ಲು ತೂರಾಟ ಮಾಡುತ್ತಿದ್ದಾರೆ ಎಂದು ಆರೋಪ ಕೇಳಿಬಂದಿದೆ. ಎಸ್‌ಡಿಪಿಐ ಶೀಘ್ರ ಆಕ್ರೋಶ ವ್ಯಕ್ತಪಡಿಸಿತ್ತು. ನಂತರ ಪೊಲೀಸ್ ಠಾಣೆ ಮುಂದೆ ಹಿಂದೂ ಸಂಘಟನೆಗಳ ಹಾಗೂ ಎಸ್‌ಡಿಪಿಐ ಮುಖಂಡರು ಜಮಾಯಿಸಿ ಪ್ರತಿಭಟನೆ ನಡೆಸಿದರು. ಸದ್ಯ ಪೊಲೀಸ್ ಬಂದೋಬಸ್ತ್ ಬಿಗಿಗೊಳಿಸಲಾಗಿದೆ.	[616, 281, 971, 473]
padayatra-body-left	[47, 1841, 388, 2327]
education-cont-text: ಭಾರತವು ಸಾಂಸ್ಕೃತಿಕ ಪರಂಪರೆಯನ್ನು ಹೊಂದಿರುವ ದೇಶ. ವಿದ್ಯಾರ್ಥಿಗಳು ತಮ್ಮ ಸಂಸ್ಕೃತಿ ಮತ್ತು ಪರಂಪರೆಯನ್ನು ಅರಿತು ಮುನ್ನಡೆಯಬೇಕು. ಕುಟುಂಬ ಮತ್ತು ಸಮಾಜದ ಜವಾಬ್ದಾರಿಯನ್ನು ಅರಿತು ಶಿಕ್ಷಣದ ಮೂಲಕ ಉತ್ತಮ ಸಮಾಜ ನಿರ್ಮಾಣಕ್ಕೆ ಕೈಜೋಡಿಸಬೇಕು. ಭಾರತ ದೇಶವು ವಿಶ್ವದಲ್ಲಿ ಶಿಕ್ಷಣ ಕ್ಷೇತ್ರದಲ್ಲಿ ಮಹತ್ವದ ಸ್ಥಾನ ಪಡೆದಿದೆ. ಯುವ ಸಮುದಾಯವು ತಂತ್ರಜ್ಞಾನ ಹಾಗೂ ಸಂಶೋಧನೆಯಲ್ಲಿ ತೊಡಗಿಕೊಂಡು ದೇಶದ ಅಭಿವೃದ್ಧಿಗೆ ಶ್ರಮಿಸಬೇಕು. ಶಿಕ್ಷಕರು ಮಕ್ಕಳಲ್ಲಿ ಮೌಲ್ಯಗಳನ್ನು ಬೆಳೆಸುವ ಕೆಲಸ ಮಾಡಬೇಕು. ಪೋಷಕರು ಮಕ್ಕಳ ಶಿಕ್ಷಣಕ್ಕೆ ಆದ್ಯತೆ ನೀಡಬೇಕು ಎಂದರು. ಶಾಲೆಯ ವಿದ್ಯಾರ್ಥಿಗಳಿಂದ ವಿವಿಧ ಸಾಂಸ್ಕೃತಿಕ ಕಾರ್ಯಕ್ರಮಗಳು ನಡೆದವು. ಶಾಲಾ ಆಡಳಿತ ಮಂಡಳಿ ಸದಸ್ಯರು, ಶಿಕ್ಷಕರು ಹಾಗೂ ಪೋಷಕರು ಭಾಗವಹಿಸಿದ್ದರು.	[985, 1739, 1164, 2037]
students-headline: ವಿದ್ಯಾರ್ಥಿಗಳಿಗೆ ಮುಖಚಹರೆ	[616, 711, 873, 744]
congress-body	[47, 402, 599, 546]
header-date-kn: ಮಂಗಳವಾರ ೧೭ ಫೆಬ್ರವರಿ ೨೦೨೬	[82, 33, 223, 49]
heat-col1	[47, 146, 335, 357]
education-body-text: ಆನೇಕಲ್,ಫೆ.17:-ಜೀವನದಲ್ಲಿ ಯಶಸ್ಸು ಗಳಿಸಲು ಶಿಕ್ಷಣ ಅತ್ಯಂತ ಅವಶ್ಯಕತೆಯಿದೆ. ವಿದ್ಯಾರ್ಥಿಗಳು ತಮ್ಮ ಗುರಿಯನ್ನು ಸಾಧಿಸಲು ಶಿಕ್ಷಣವೇ ಮೂಲ ಸಾಧನ. ಶಿಕ್ಷಕರು ಕಲಿಸುವ ಪಾಠವನ್ನು ಶ್ರದ್ಧೆಯಿಂದ ಕಲಿತು ಉತ್ತಮ ಪ್ರಜೆಗಳಾಗಬೇಕು ಎಂದು ಶಾಸಕ ಬಿ.ಶಿವಣ್ಣ ಹೇಳಿದರು. ಶಾರದಾ ಸಮೂಹ ಸಂಸ್ಥೆಗಳ ವತಿಯಿಂದ ಆಯೋಜಿಸಿದ್ದ ವಾರ್ಷಿಕೋತ್ಸವ ಕಾರ್ಯಕ್ರಮದಲ್ಲಿ ಪಾಲ್ಗೊಂಡು ಮಾತನಾಡಿದ ಅವರು, ಗ್ರಾಮೀಣ ಭಾಗದ ವಿದ್ಯಾರ್ಥಿಗಳಿಗೆ ಗುಣಮಟ್ಟದ ಶಿಕ್ಷಣ ಒದಗಿಸುವಲ್ಲಿ ಸಂಸ್ಥೆ ಉತ್ತಮ ಕೆಲಸ ಮಾಡುತ್ತಿದೆ. ಶಾರದಾ ಸಮೂಹ ಸಂಸ್ಥೆಗಳ ಮುಖ್ಯಸ್ಥರಾದ ಕೃಷ್ಣಪ್ಪನವರು ಮಾತನಾಡಿ ಪ್ರತಿಯೊಬ್ಬರೂ ಶಿಕ್ಷಣ ಪಡೆಯಬೇಕು. ಭಾರತ ದೇಶವು ಇಂದು ಶಿಕ್ಷಣ ಕ್ಷೇತ್ರದಲ್ಲಿ ಮುಂಚೂಣಿಯಲ್ಲಿದ್ದು ಯುವ ಜನತೆಯ ಪಾತ್ರ ಮಹತ್ವದ್ದು. ಸಮಾಜದ ಸುಧಾರಣೆಗಾಗಿ ಶಿಕ್ಷಣ ಸಂಸ್ಥೆಗಳು ಉತ್ತಮ ಕೆಲಸ ಮಾಡುತ್ತಿವೆ. ಭಾರತೀಯ ಸಂಸ್ಕೃತಿ ಮತ್ತು ಪರಂಪರೆಯನ್ನು ಉಳಿಸಿ ಬೆಳೆಸುವಲ್ಲಿ ವಿದ್ಯಾರ್ಥಿಗಳ ಪಾತ್ರ ಅಪಾರ. ಕಾರ್ಯಕ್ರಮದಲ್ಲಿ ಶಾಸಕ ಬಿ.ಶಿವಣ್ಣ ತಮಿಳುನಾಡು ಕಾಂಗ್ರೆಸ್ ಅಧ್ಯಕ್ಷ ಡಾ.ಸೆಲ್ವಪೆರುಂತಗೈ, ನಗರಸಭೆ ಅಧ್ಯಕ್ಷ ಪದ್ಮನಾಭ ಸೇರಿದಂತೆ ಹಲವು ಗಣ್ಯರು, ಶಿಕ್ಷಕರು ಹಾಗೂ ವಿದ್ಯಾರ್ಥಿಗಳು ಭಾಗವಹಿಸಿದ್ದರು.	[985, 1440, 1526, 1597]
tanker-body-text: ಮುಖ್ಯವಾಗಿ, ಇರಾನ್ ಕೂಡ ಡಿಸೆಂಬರ್ ರಂದು 16 ಭಾರತೀಯ ಸಿಬ್ಬಂದಿಯನ್ನು ಹೊಂದಿದ್ದ ಸಂಯುಕ್ತ ಅರಬ್ ಸಂಸ್ಥಾನದ ತೈಲ ಟ್ಯಾಂಕರ್ ಅನ್ನು ವಶಪಡಿಸಿಕೊಂಡಿತ್ತು. 16 ಸಿಬ್ಬಂದಿಯಲ್ಲಿ ಎಂಟು ಜನರನ್ನು ಬಿಡುಗಡೆ ಮಾಡಲಾಗಿದೆ. ಇನ್ನೂ ಇರಾನ್ ವಶದಲ್ಲಿದ್ದಾರೆ. ಅವರ ಕುಟುಂಬಗಳು ನಾವಿಕರ ಬಿಡುಗಡೆಗೆ ಒತ್ತಾಯಿಸುತ್ತಿವೆ. ಹಿಂದೂ ಮಹಾಸಾಗರದಲ್ಲಿ ಮತ್ತೊಂದು ಉದ್ವಿಗ್ನತೆ ಸೃಷ್ಟಿಯಾಗಿದೆ. ಹಲವಾರು ವರ್ಷಗಳಿಂದ ಕೈಲಿದ ಕುರುಹುಗಳ ಮೇಲೆ ಅಮೇರಿಕ ಪಡೆಗಳ ನಿರ್ವಹಣೆ ಹಾಗೂ ಅಂತಾರಾಷ್ಟ್ರೀಯ ನಿಯಮಗಳ ಅನುಸರಣೆ ಬಗ್ಗೆ ಚರ್ಚೆ ನಡೆಯುತ್ತಿದೆ ಎಂದು ಮೂಲಗಳು ತಿಳಿಸಿವೆ.	[47, 609, 599, 694]
continued-label: (ಒಂದನೇ ಪುಟದಿಂದ)	[388, 65, 595, 87]
masthead-logo	[652, 5, 941, 50]
chroma-headline-line1: ಕ್ರೋಮಾ	[1304, 1747, 1394, 1784]
